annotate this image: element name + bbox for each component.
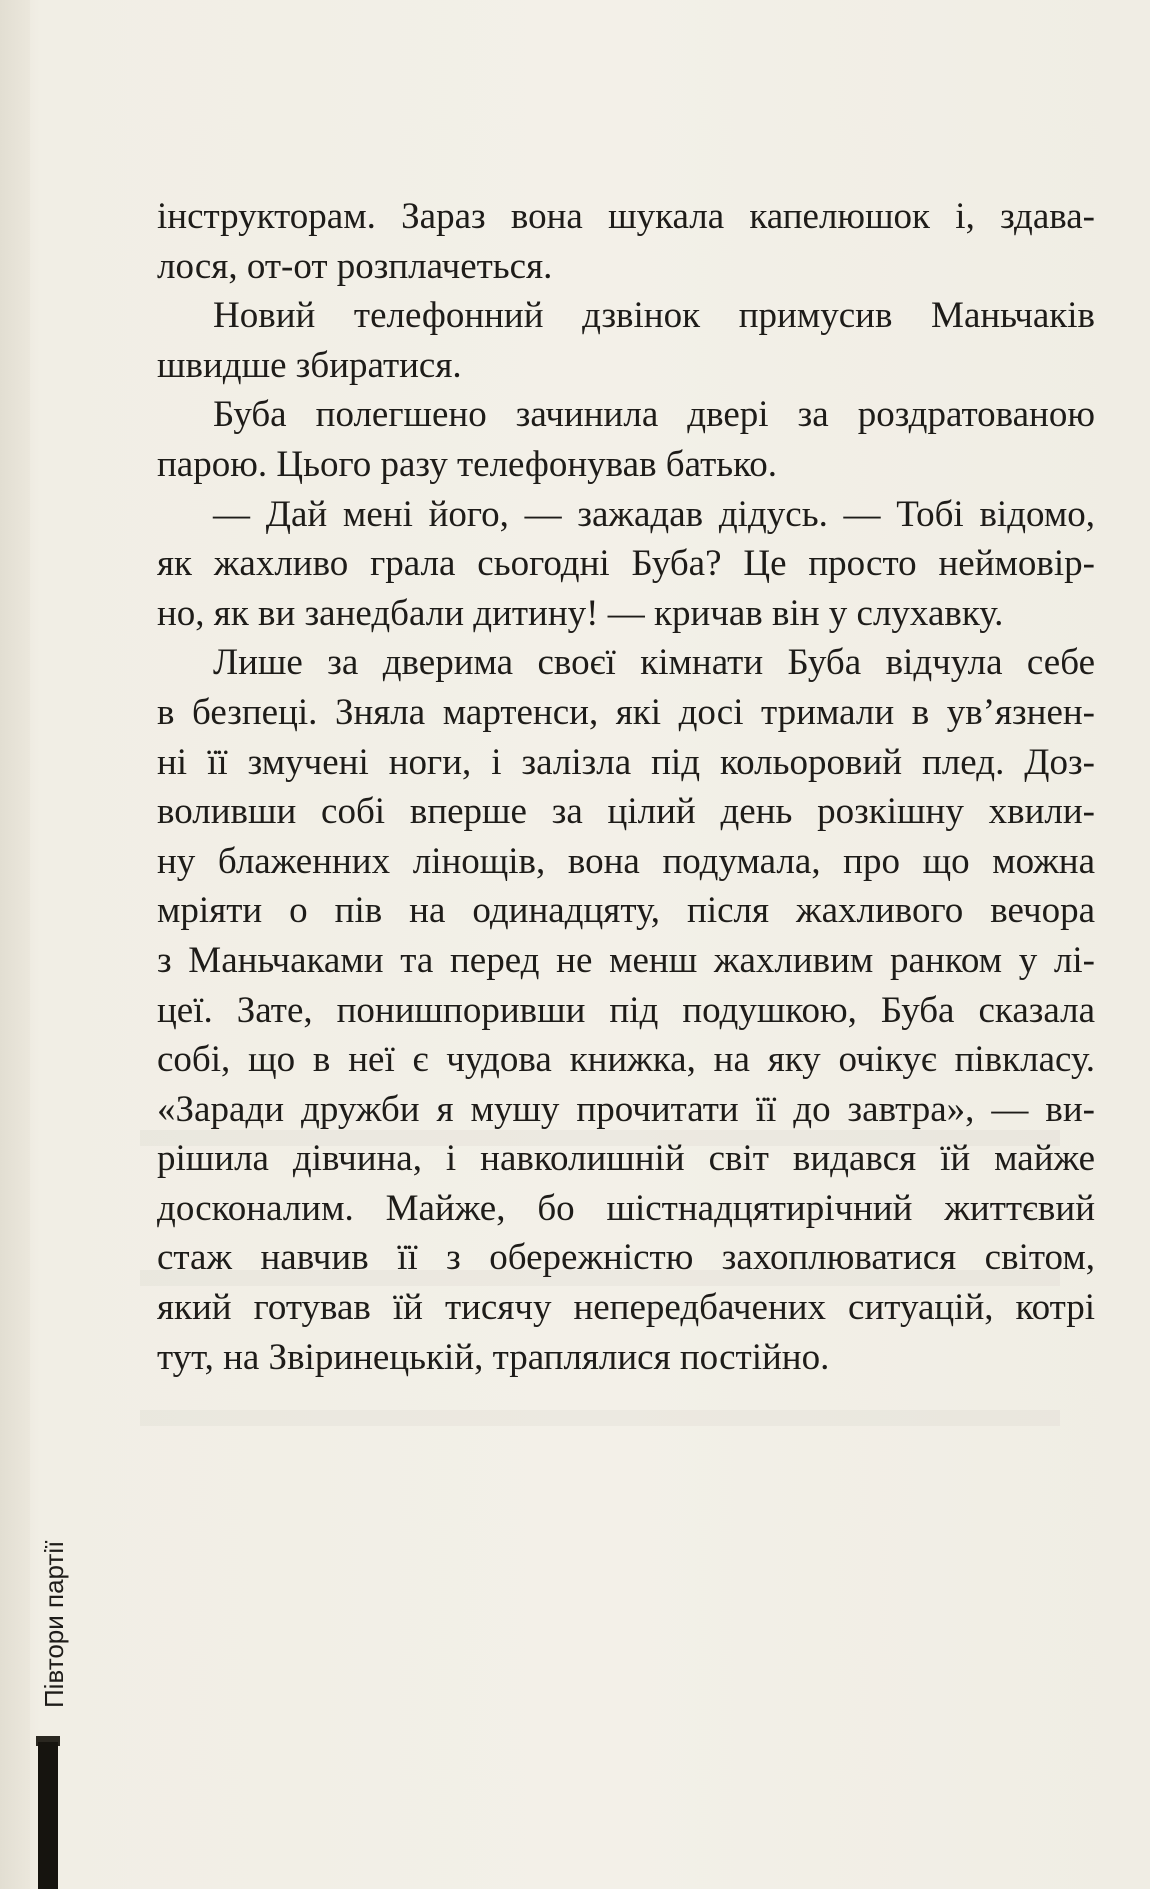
text-line: ну блаженних лінощів, вона подумала, про що можна: [157, 840, 1095, 882]
text-line: з Маньчаками та перед не менш жахливим ранком у лі-: [157, 939, 1095, 981]
text-line: швидше збиратися.: [157, 344, 462, 386]
text-line: рішила дівчина, і навколишній світ видався їй майже: [157, 1138, 1095, 1180]
text-line: в безпеці. Зняла мартенси, які досі тримали в ув’язнен-: [157, 691, 1095, 733]
text-line: досконалим. Майже, бо шістнадцятирічний життєвий: [157, 1187, 1095, 1229]
text-line: лося, от-от розплачеться.: [157, 245, 553, 287]
page-gutter: [0, 0, 30, 1889]
show-through-shade: [140, 1410, 1060, 1426]
running-title: Півтори партії: [39, 1540, 69, 1708]
text-line: мріяти о пів на одинадцяту, після жахливого вечора: [157, 890, 1095, 932]
text-line: інструкторам. Зараз вона шукала капелюшок і, здава-: [157, 196, 1095, 237]
body-text: [157, 192, 1095, 1382]
text-line: Лише за дверима своєї кімнати Буба відчула себе: [213, 642, 1095, 684]
text-line: ні її змучені ноги, і залізла під кольоровий плед. Доз-: [157, 741, 1095, 783]
text-line: собі, що в неї є чудова книжка, на яку очікує півкласу.: [157, 1039, 1095, 1081]
text-line: но, як ви занедбали дитину! — кричав він у слухавку.: [157, 592, 1004, 634]
text-line: Новий телефонний дзвінок примусив Маньчаків: [213, 295, 1095, 337]
text-line: стаж навчив її з обережністю захоплюватися світом,: [157, 1237, 1095, 1279]
chapter-marker: [38, 1742, 58, 1889]
text-line: як жахливо грала сьогодні Буба? Це просто неймовір-: [157, 543, 1095, 585]
text-line: воливши собі вперше за цілий день розкішну хвили-: [157, 791, 1095, 833]
text-line: парою. Цього разу телефонував батько.: [157, 443, 777, 485]
text-line: який готував їй тисячу непередбачених ситуацій, котрі: [157, 1287, 1095, 1329]
text-line: тут, на Звіринецькій, траплялися постійно.: [157, 1336, 830, 1378]
text-line: Буба полегшено зачинила двері за роздратованою: [213, 394, 1095, 436]
text-line: — Дай мені його, — зажадав дідусь. — Тобі відомо,: [213, 493, 1095, 535]
text-line: цеї. Зате, понишпоривши під подушкою, Буба сказала: [157, 989, 1095, 1031]
text-line: «Заради дружби я мушу прочитати її до завтра», — ви-: [157, 1088, 1095, 1130]
